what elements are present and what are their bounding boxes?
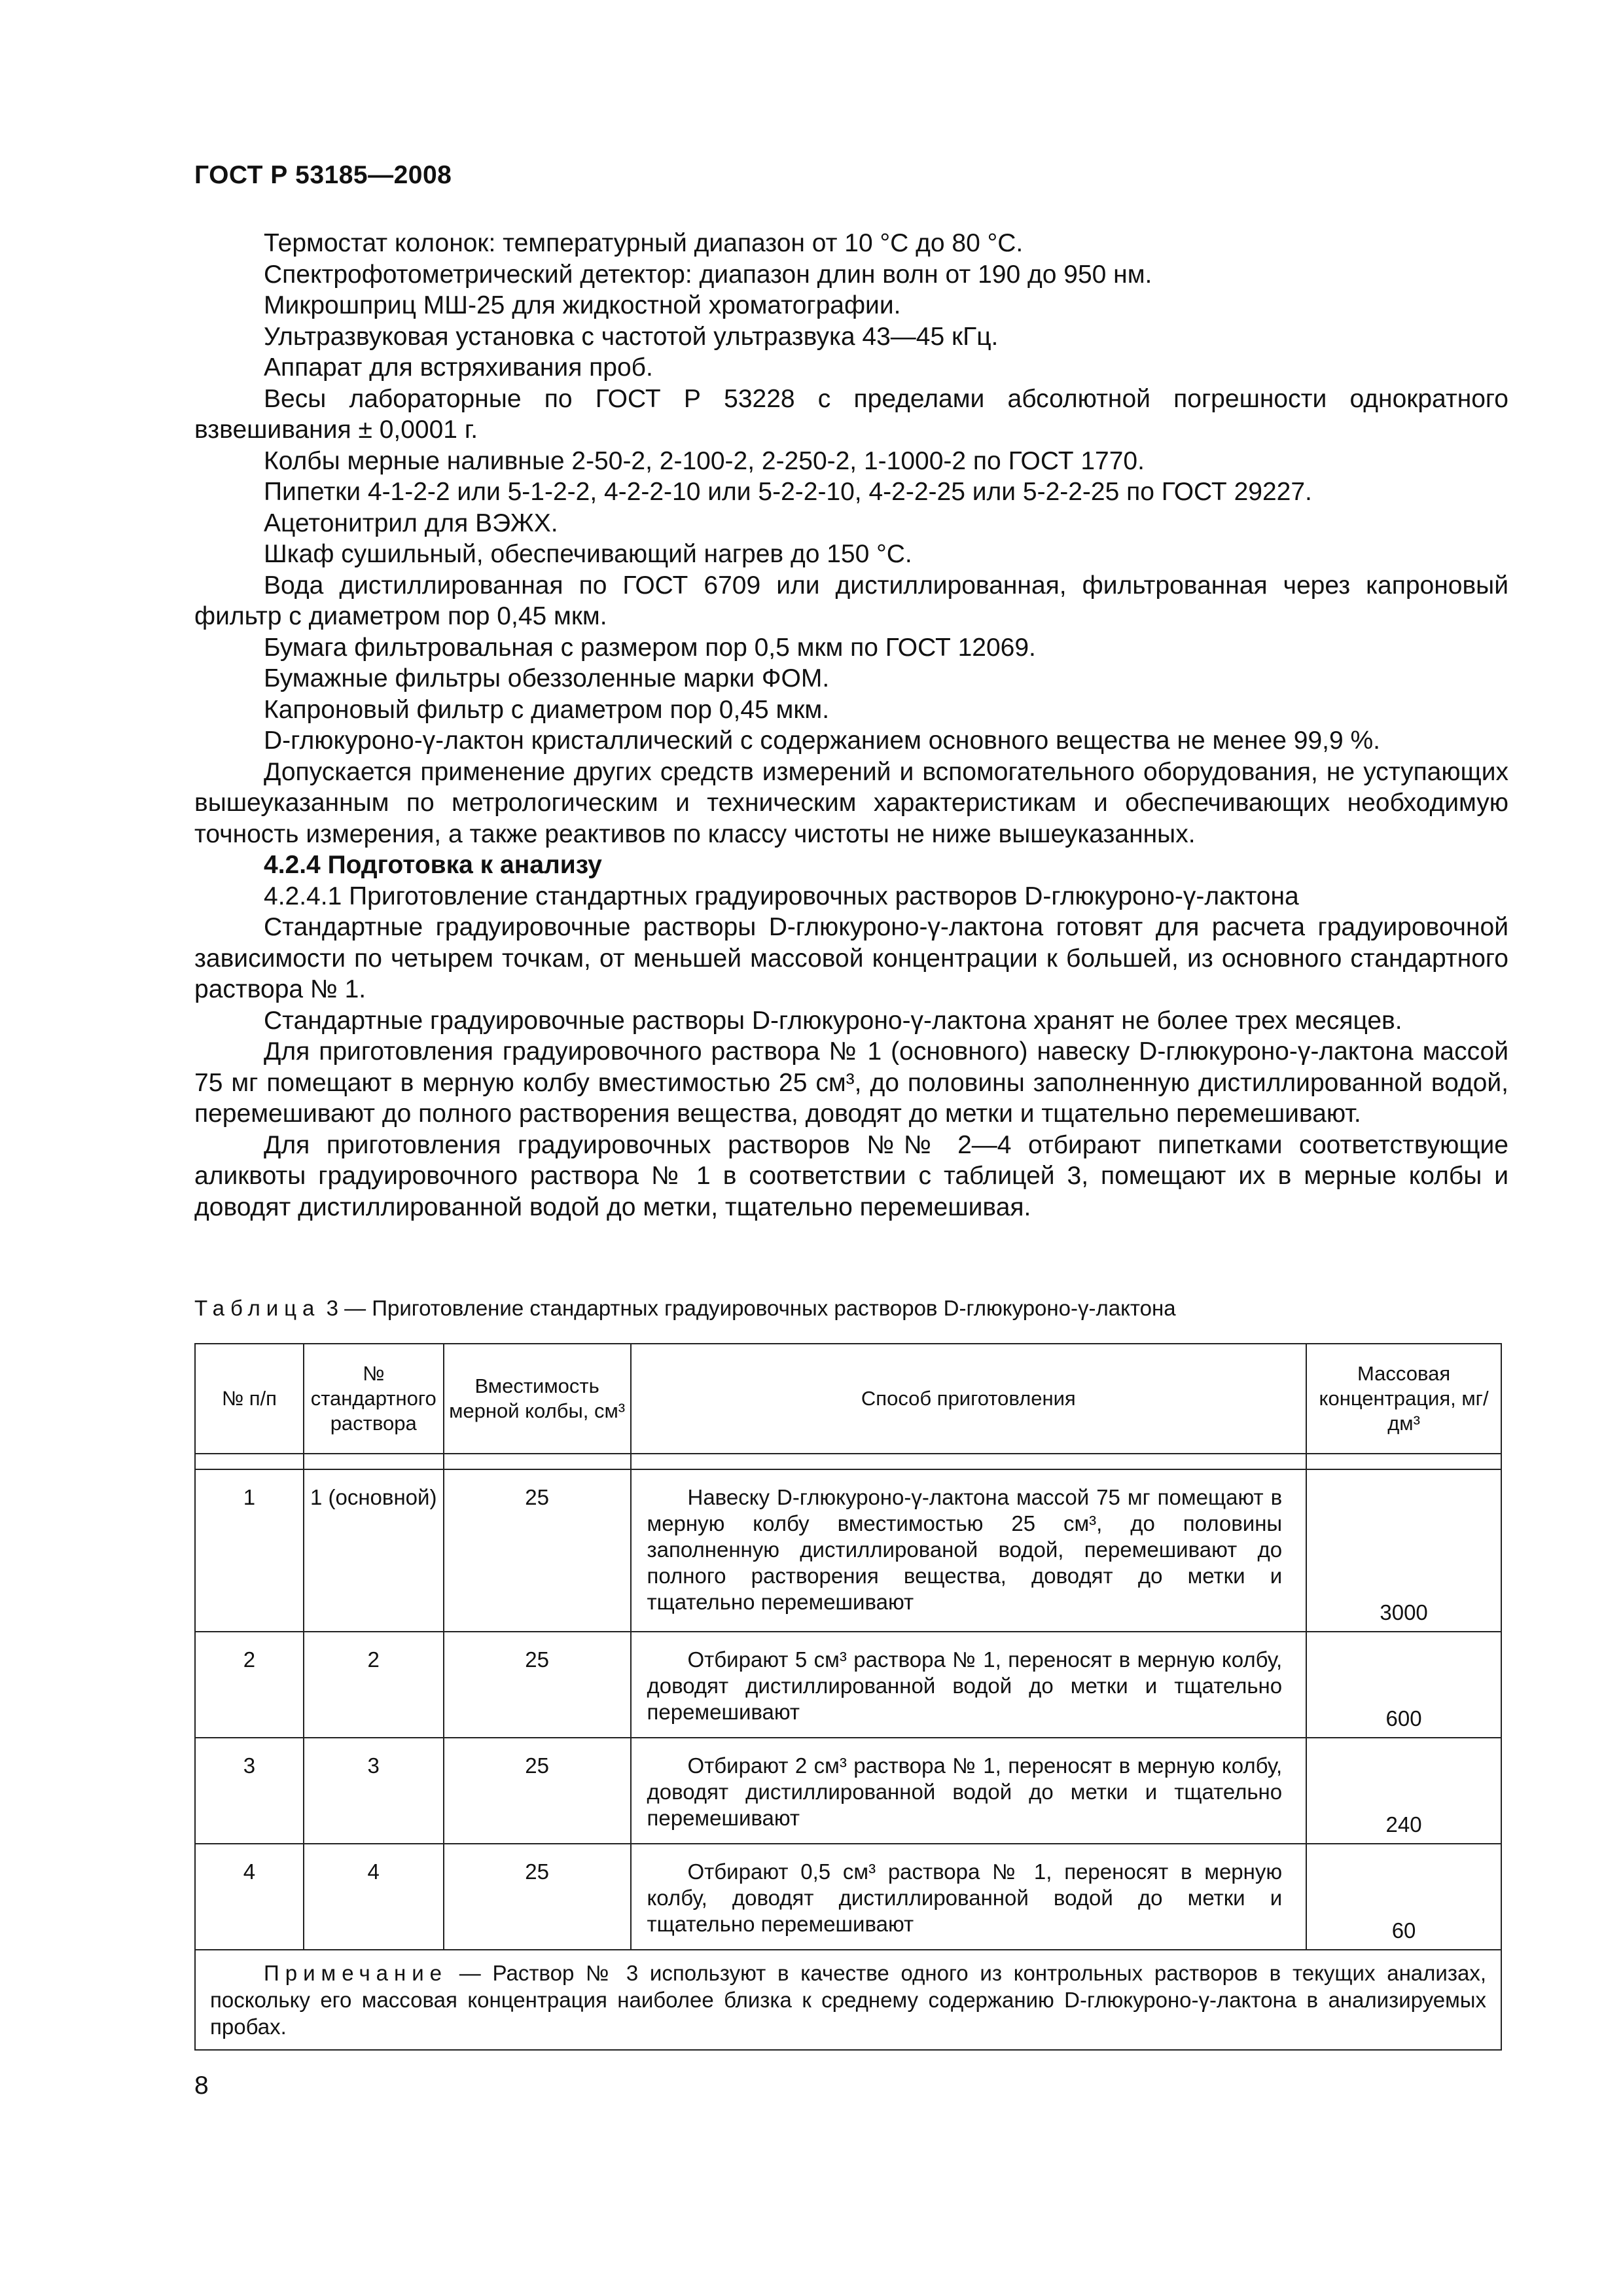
cell-concentration: 60 [1306,1844,1501,1950]
paragraph: Пипетки 4-1-2-2 или 5-1-2-2, 4-2-2-10 или 5-2-2-10, 4-2-2-25 или 5-2-2-25 по ГОСТ 29227. [264,478,1312,506]
paragraph: Бумажные фильтры обеззоленные марки ФОМ. [264,664,830,692]
paragraph: Капроновый фильтр с диаметром пор 0,45 мкм. [264,695,830,724]
header-cell: Способ приготовления [631,1344,1307,1454]
cell-solution: 3 [304,1738,444,1844]
section-heading: 4.2.4 Подготовка к анализу [264,851,602,879]
cell-method [631,1469,1307,1632]
paragraph: Весы лабораторные по ГОСТ Р 53228 с пределами абсолютной погрешности однократного взвешивания ± 0,0001 г. [194,384,1508,444]
cell-solution: 1 (основной) [304,1469,444,1632]
paragraph: Ультразвуковая установка с частотой ультразвука 43—45 кГц. [264,322,999,351]
cell-volume: 25 [444,1469,631,1632]
cell-method-text: Отбирают 5 см³ раствора № 1, переносят в мерную колбу, доводят дистиллированной водой до метки и тщательно перемешивают [647,1647,1283,1724]
note-text: — Раствор № 3 используют в качестве одного из контрольных растворов в текущих анализах, поскольку его массовая концентрация наиболее близка к среднему содержанию D-глюкуроно-γ-лактона в анализируемых пробах. [210,1961,1486,2039]
table-row [195,1469,1501,1632]
subsection-heading: 4.2.4.1 Приготовление стандартных градуировочных растворов D-глюкуроно-γ-лактона [264,882,1299,910]
paragraph: Стандартные градуировочные растворы D-глюкуроно-γ-лактона готовят для расчета градуировочной зависимости по четырем точкам, от меньшей массовой концентрации к большей, из основного стандартного раствора № 1. [194,913,1508,1003]
table-note-row [195,1950,1501,2050]
table-note [195,1950,1501,2050]
cell-method [631,1844,1307,1950]
paragraph: Вода дистиллированная по ГОСТ 6709 или дистиллированная, фильтрованная через капроновый фильтр с диаметром пор 0,45 мкм. [194,571,1508,630]
table-row [195,1632,1501,1738]
paragraph: Ацетонитрил для ВЭЖХ. [264,509,558,537]
cell-volume: 25 [444,1844,631,1950]
table-caption-label: Таблица [194,1296,321,1320]
paragraph: Шкаф сушильный, обеспечивающий нагрев до 150 °С. [264,540,912,568]
table-caption-text: — Приготовление стандартных градуировочных растворов D-глюкуроно-γ-лактона [344,1296,1176,1320]
cell-volume: 25 [444,1632,631,1738]
paragraph: Для приготовления градуировочных растворов №№ 2—4 отбирают пипетками соответствующие аликвоты градуировочного раствора № 1 в соответствии с таблицей 3, помещают их в мерные колбы и доводят дистиллированной водой до метки, тщательно перемешивая. [194,1130,1508,1221]
cell-index: 1 [195,1469,304,1632]
paragraph: Спектрофотометрический детектор: диапазон длин волн от 190 до 950 нм. [264,260,1152,289]
cell-method-text: Отбирают 2 см³ раствора № 1, переносят в мерную колбу, доводят дистиллированной водой до метки и тщательно перемешивают [647,1753,1283,1830]
paragraph: D-глюкуроно-γ-лактон кристаллический с содержанием основного вещества не менее 99,9 %. [264,726,1381,755]
body-text [194,228,1508,1223]
table-spacer-row [195,1454,1501,1469]
calibration-table [194,1343,1502,2051]
cell-concentration: 240 [1306,1738,1501,1844]
cell-index: 2 [195,1632,304,1738]
cell-method [631,1738,1307,1844]
paragraph: Микрошприц МШ-25 для жидкостной хроматографии. [264,291,901,319]
table-caption-number: 3 [326,1296,338,1320]
cell-volume: 25 [444,1738,631,1844]
table-row [195,1738,1501,1844]
paragraph: Стандартные градуировочные растворы D-глюкуроно-γ-лактона хранят не более трех месяцев. [264,1006,1402,1035]
table-header-row [195,1344,1501,1454]
table-caption [194,1296,1176,1321]
cell-solution: 2 [304,1632,444,1738]
cell-concentration: 3000 [1306,1469,1501,1632]
page-number: 8 [194,2072,209,2100]
header-cell: Вместимость мерной колбы, см³ [444,1344,631,1454]
cell-method [631,1632,1307,1738]
note-label: Примечание [264,1961,448,1985]
table-row [195,1844,1501,1950]
paragraph: Допускается применение других средств измерений и вспомогательного оборудования, не уступающих вышеуказанным по метрологическим и техническим характеристикам и обеспечивающих необходимую точность измерения, а также реактивов по классу чистоты не ниже вышеуказанных. [194,757,1508,848]
header-cell: № стандартного раствора [304,1344,444,1454]
paragraph: Колбы мерные наливные 2-50-2, 2-100-2, 2-250-2, 1-1000-2 по ГОСТ 1770. [264,446,1145,475]
cell-index: 3 [195,1738,304,1844]
header-cell: № п/п [195,1344,304,1454]
cell-solution: 4 [304,1844,444,1950]
paragraph: Термостат колонок: температурный диапазон от 10 °С до 80 °С. [264,229,1024,257]
paragraph: Для приготовления градуировочного раствора № 1 (основного) навеску D-глюкуроно-γ-лактона массой 75 мг помещают в мерную колбу вместимостью 25 см³, до половины заполненную дистиллированной водой, перемешивают до полного растворения вещества, доводят до метки и тщательно перемешивают. [194,1037,1508,1128]
cell-method-text: Навеску D-глюкуроно-γ-лактона массой 75 мг помещают в мерную колбу вместимостью 25 см³, до половины заполненную дистиллированой водой, перемешивают до полного растворения вещества, доводят до метки и тщательно перемешивают [647,1485,1283,1614]
cell-concentration: 600 [1306,1632,1501,1738]
cell-index: 4 [195,1844,304,1950]
paragraph: Аппарат для встряхивания проб. [264,353,653,382]
header-cell: Массовая концентрация, мг/дм³ [1306,1344,1501,1454]
page-header-standard: ГОСТ Р 53185—2008 [194,161,452,189]
cell-method-text: Отбирают 0,5 см³ раствора № 1, переносят в мерную колбу, доводят дистиллированной водой до метки и тщательно перемешивают [647,1859,1283,1936]
paragraph: Бумага фильтровальная с размером пор 0,5 мкм по ГОСТ 12069. [264,633,1036,662]
